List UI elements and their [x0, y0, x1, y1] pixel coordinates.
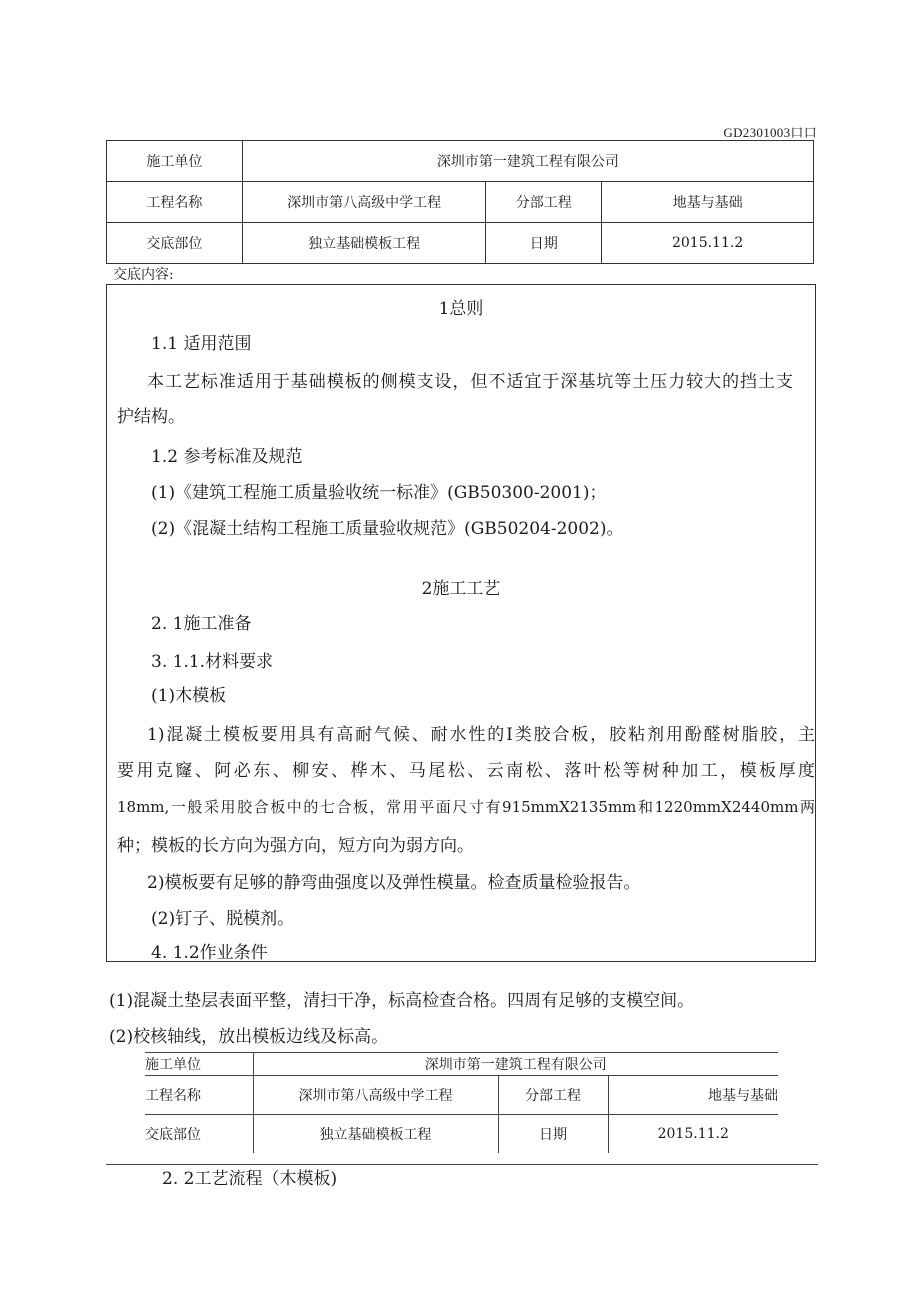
project-value: 深圳市第八高级中学工程 — [242, 182, 486, 223]
date-label-2: 日期 — [498, 1115, 608, 1154]
date-label: 日期 — [486, 223, 602, 264]
condition-2: (2)校核轴线，放出模板边线及标高。 — [109, 1027, 389, 1047]
reference-2: (2)《混凝土结构工程施工质量验收规范》(GB50204-2002)。 — [151, 519, 624, 539]
paragraph-strength: 2)模板要有足够的静弯曲强度以及弹性模量。检查质量检验报告。 — [147, 873, 641, 893]
divider-line — [106, 1164, 818, 1165]
date-value: 2015.11.2 — [602, 223, 814, 264]
section-heading-1: 1总则 — [438, 299, 484, 319]
subsection-2-1: 2. 1施工准备 — [151, 614, 252, 634]
unit-label: 施工单位 — [107, 141, 243, 182]
item-wood-formwork: (1)木模板 — [151, 686, 227, 706]
subsection-work-conditions: 4. 1.2作业条件 — [151, 943, 268, 963]
paragraph-scope-line2: 护结构。 — [117, 407, 185, 427]
division-value: 地基与基础 — [602, 182, 814, 223]
header-table — [106, 140, 814, 264]
paragraph-plywood-line1: 1)混凝土模板要用具有高耐气候、耐水性的Ⅰ类胶合板，胶粘剂用酚醛树脂胶，主 — [147, 725, 815, 745]
header-row-part — [107, 223, 814, 264]
subsection-1-2: 1.2 参考标准及规范 — [151, 447, 303, 467]
header2-row-unit — [145, 1053, 778, 1076]
header-row-project — [107, 182, 814, 223]
section-heading-2-2: 2. 2工艺流程（木模板) — [162, 1169, 338, 1189]
division-label-2: 分部工程 — [498, 1076, 608, 1115]
content-label: 交底内容: — [113, 267, 174, 283]
content-box — [106, 284, 816, 962]
subsection-material: 3. 1.1.材料要求 — [151, 652, 274, 672]
header-row-unit — [107, 141, 814, 182]
project-label-2: 工程名称 — [145, 1076, 253, 1115]
subsection-1-1: 1.1 适用范围 — [151, 334, 252, 354]
date-value-2: 2015.11.2 — [657, 1126, 729, 1142]
part-value: 独立基础模板工程 — [242, 223, 486, 264]
section-heading-2: 2施工工艺 — [421, 579, 501, 599]
project-value-2: 深圳市第八高级中学工程 — [253, 1076, 498, 1115]
unit-label-2: 施工单位 — [145, 1053, 253, 1076]
unit-value-2: 深圳市第一建筑工程有限公司 — [253, 1053, 778, 1076]
part-label: 交底部位 — [107, 223, 243, 264]
document-code: GD2301003口口 — [723, 125, 817, 140]
part-value-2: 独立基础模板工程 — [253, 1115, 498, 1154]
paragraph-plywood-line4: 种；模板的长方向为强方向，短方向为弱方向。 — [117, 836, 474, 856]
part-label-2: 交底部位 — [145, 1115, 253, 1154]
header2-row-part — [145, 1115, 778, 1154]
condition-1: (1)混凝土垫层表面平整，清扫干净，标高检查合格。四周有足够的支模空间。 — [109, 991, 695, 1011]
paragraph-plywood-line2: 要用克窿、阿必东、柳安、桦木、马尾松、云南松、落叶松等树种加工，模板厚度 — [117, 761, 815, 781]
division-label: 分部工程 — [486, 182, 602, 223]
header2-row-project — [145, 1076, 778, 1115]
paragraph-plywood-line3: 18mm,一般采用胶合板中的七合板，常用平面尺寸有915mmX2135mm和1220mmX2440mm两 — [117, 798, 815, 816]
reference-1: (1)《建筑工程施工质量验收统一标准》(GB50300-2001)； — [151, 483, 607, 503]
project-label: 工程名称 — [107, 182, 243, 223]
item-nails: (2)钉子、脱模剂。 — [151, 909, 295, 929]
unit-value: 深圳市第一建筑工程有限公司 — [242, 141, 813, 182]
division-value-2: 地基与基础 — [608, 1076, 778, 1115]
header-table-repeat — [145, 1052, 778, 1153]
paragraph-scope-line1: 本工艺标准适用于基础模板的侧模支设，但不适宜于深基坑等土压力较大的挡土支 — [147, 372, 793, 392]
